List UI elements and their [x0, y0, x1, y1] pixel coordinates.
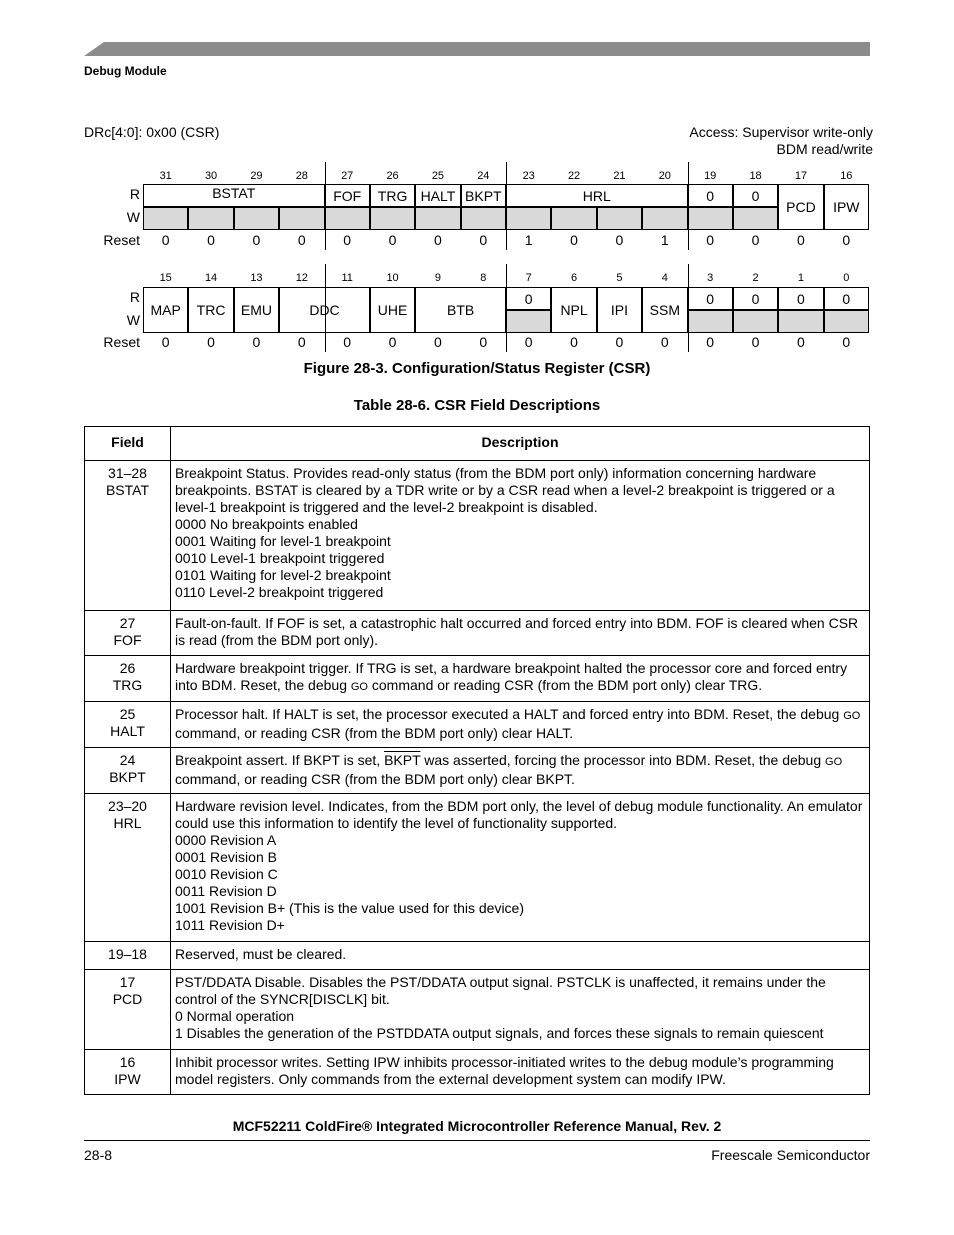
access-line-1: Access: Supervisor write-only: [689, 124, 873, 140]
write-cell: [279, 207, 324, 230]
write-cell: [824, 310, 869, 333]
write-cell: [506, 207, 551, 230]
description-option: 0001 Revision B: [175, 849, 277, 865]
go-command: GO: [350, 681, 368, 693]
reset-value: 0: [706, 334, 715, 350]
bit-number: 19: [704, 170, 717, 182]
write-cell: [506, 310, 551, 333]
reset-value: 0: [660, 334, 669, 350]
field-bkpt: BKPT: [461, 184, 506, 207]
description-cell: [171, 1050, 870, 1095]
field-reserved: 0: [688, 184, 733, 207]
description-option: 0000 Revision A: [175, 832, 277, 848]
reset-value: 0: [570, 232, 578, 248]
row-label-reset: Reset: [103, 334, 140, 350]
bit-number: 3: [707, 272, 714, 284]
field-bits: 23–20: [108, 798, 147, 814]
field-bits: 24: [119, 752, 136, 768]
description-text: PST/DDATA Disable. Disables the PST/DDATA output signal. PSTCLK is unaffected, it remains under the control of the SYNCR[DISCLK] bit.: [175, 974, 826, 1007]
write-cell: [325, 207, 370, 230]
bit-number: 8: [480, 272, 487, 284]
write-cell: [733, 310, 778, 333]
field-bits: 26: [119, 660, 136, 676]
bit-number: 13: [250, 272, 263, 284]
description-text: Hardware revision level. Indicates, from the BDM port only, the level of debug module functionality. An emulator could use this information to identify the level of functionality supported.: [175, 798, 863, 831]
bit-number: 7: [525, 272, 532, 284]
write-cell: [370, 207, 415, 230]
bit-number: 9: [434, 272, 441, 284]
field-bits: 19–18: [108, 946, 147, 962]
field-reserved: 0: [506, 287, 551, 310]
description-text: Breakpoint assert. If BKPT is set,: [175, 752, 385, 768]
description-text: Reserved, must be cleared.: [175, 946, 347, 962]
table-row: [85, 656, 870, 702]
description-text: Inhibit processor writes. Setting IPW inhibits processor-initiated writes to the debug module’s programming model registers. Only commands from the external development system can modify IPW.: [175, 1054, 834, 1087]
bit-number: 4: [661, 272, 668, 284]
table-row: [85, 942, 870, 970]
write-cell: [143, 207, 188, 230]
row-label-r: R: [129, 289, 140, 305]
bit-number: 15: [159, 272, 172, 284]
register-address: DRc[4:0]: 0x00 (CSR): [84, 124, 220, 140]
bit-number: 1: [797, 272, 804, 284]
reset-value: 0: [297, 334, 306, 350]
table-row: [85, 702, 870, 748]
bit-number: 11: [341, 272, 353, 284]
bit-number: 5: [616, 272, 623, 284]
reset-value: 0: [842, 232, 851, 248]
row-label-w: W: [126, 209, 140, 225]
description-text: command, or reading CSR (from the BDM port only) clear HALT.: [175, 725, 574, 741]
reset-value: 0: [252, 334, 261, 350]
section-label: Debug Module: [84, 64, 167, 78]
bit-number: 16: [840, 170, 853, 182]
field-pcd: PCD: [778, 184, 823, 230]
description-text: command or reading CSR (from the BDM port only) clear TRG.: [368, 677, 763, 693]
reset-value: 0: [751, 232, 760, 248]
description-cell: [171, 656, 870, 702]
description-text: command, or reading CSR (from the BDM port only) clear BKPT.: [175, 771, 575, 787]
write-cell: [733, 207, 778, 230]
description-option: 0011 Revision D: [175, 883, 277, 899]
field-cell: [85, 794, 171, 942]
field-name: BKPT: [109, 769, 146, 785]
field-cell: [85, 748, 171, 794]
reset-value: 1: [660, 232, 669, 248]
field-reserved: 0: [778, 287, 823, 310]
go-command: GO: [825, 756, 843, 768]
bit-number: 20: [658, 170, 671, 182]
reset-value: 0: [388, 334, 397, 350]
description-option: 0010 Level-1 breakpoint triggered: [175, 550, 385, 566]
description-cell: [171, 748, 870, 794]
field-ddc: DDC: [279, 287, 370, 333]
field-column-header: Field: [85, 427, 171, 461]
field-cell: [85, 461, 171, 611]
write-cell: [188, 207, 233, 230]
field-cell: [85, 942, 171, 970]
field-name: BSTAT: [105, 482, 150, 498]
bit-number: 21: [613, 170, 626, 182]
description-text: Fault-on-fault. If FOF is set, a catastrophic halt occurred and forced entry into BDM. FOF is cleared when CSR is read (from the BDM port only).: [175, 615, 859, 648]
field-btb: BTB: [415, 287, 506, 333]
field-trc: TRC: [188, 287, 233, 333]
reset-value: 0: [751, 334, 760, 350]
reset-value: 0: [252, 232, 261, 248]
field-halt: HALT: [415, 184, 460, 207]
bit-number: 26: [386, 170, 399, 182]
bit-number: 18: [749, 170, 762, 182]
field-bstat: BSTAT: [143, 184, 325, 207]
reset-value: 0: [434, 334, 442, 350]
page-number: 28-8: [84, 1147, 113, 1163]
table-row: [85, 794, 870, 942]
reset-value: 0: [797, 334, 805, 350]
reset-value: 0: [207, 334, 215, 350]
field-cell: [85, 970, 171, 1050]
reset-value: 0: [343, 334, 352, 350]
field-description-table: [84, 426, 870, 1095]
bit-number: 12: [295, 272, 308, 284]
field-ipw: IPW: [824, 184, 869, 230]
reset-value: 0: [297, 232, 306, 248]
field-ipi: IPI: [597, 287, 642, 333]
field-npl: NPL: [551, 287, 596, 333]
bit-number: 29: [250, 170, 263, 182]
reset-value: 0: [615, 232, 624, 248]
field-bits: 16: [119, 1054, 136, 1070]
write-cell: [234, 207, 279, 230]
description-option: 0110 Level-2 breakpoint triggered: [175, 584, 384, 600]
description-text: Breakpoint Status. Provides read-only status (from the BDM port only) information concerning hardware breakpoints. BSTAT is cleared by a TDR write or by a CSR read when a level-2 breakpoint is triggered or a level-1 breakpoint is triggered and the level-2 breakpoint is disabled.: [175, 465, 835, 515]
field-bits: 31–28: [108, 465, 147, 481]
table-row: [85, 1050, 870, 1095]
row-label-r: R: [129, 186, 140, 202]
description-cell: [171, 611, 870, 656]
bit-number: 6: [571, 272, 578, 284]
description-option: 0001 Waiting for level-1 breakpoint: [175, 533, 391, 549]
write-cell: [688, 310, 733, 333]
write-cell: [778, 310, 823, 333]
access-line-2: BDM read/write: [776, 141, 873, 157]
footer-rule: [84, 1140, 870, 1141]
bit-number: 23: [522, 170, 535, 182]
bit-number: 0: [843, 272, 850, 284]
field-map: MAP: [143, 287, 188, 333]
reset-value: 0: [479, 232, 488, 248]
description-option: 0010 Revision C: [175, 866, 278, 882]
reset-value: 1: [524, 232, 533, 248]
reset-value: 0: [797, 232, 805, 248]
field-emu: EMU: [234, 287, 279, 333]
footer-title: MCF52211 ColdFire® Integrated Microcontroller Reference Manual, Rev. 2: [232, 1118, 722, 1134]
bit-number: 10: [386, 272, 399, 284]
description-option: 1 Disables the generation of the PSTDDATA output signals, and forces these signals to remain quiescent: [175, 1025, 824, 1041]
field-reserved: 0: [733, 287, 778, 310]
description-cell: [171, 970, 870, 1050]
field-bits: 25: [119, 706, 136, 722]
register-access: [689, 124, 873, 157]
description-cell: [171, 942, 870, 970]
reset-value: 0: [570, 334, 578, 350]
field-cell: [85, 702, 171, 748]
field-name: FOF: [113, 632, 142, 648]
reset-value: 0: [161, 334, 170, 350]
go-command: GO: [843, 710, 861, 722]
bit-number: 30: [204, 170, 218, 182]
field-bits: 27: [119, 615, 136, 631]
reset-value: 0: [343, 232, 352, 248]
reset-value: 0: [842, 334, 851, 350]
reset-value: 0: [388, 232, 397, 248]
field-bits: 17: [119, 974, 136, 990]
reset-value: 0: [524, 334, 533, 350]
description-cell: [171, 702, 870, 748]
row-label-w: W: [126, 312, 140, 328]
bit-number: 27: [341, 170, 354, 182]
field-fof: FOF: [325, 184, 370, 207]
field-reserved: 0: [733, 184, 778, 207]
field-cell: [85, 1050, 171, 1095]
write-cell: [597, 207, 642, 230]
write-cell: [461, 207, 506, 230]
field-ssm: SSM: [642, 287, 687, 333]
bkpt-signal: BKPT: [384, 752, 421, 768]
reset-value: 0: [207, 232, 215, 248]
table-caption: Table 28-6. CSR Field Descriptions: [353, 397, 601, 414]
description-option: 0101 Waiting for level-2 breakpoint: [175, 567, 391, 583]
field-hrl: HRL: [506, 184, 688, 207]
description-text: Processor halt. If HALT is set, the processor executed a HALT and forced entry into BDM. Reset, the debug: [175, 706, 844, 722]
bit-number: 2: [752, 272, 759, 284]
field-cell: [85, 611, 171, 656]
field-reserved: 0: [824, 287, 869, 310]
reset-value: 0: [615, 334, 624, 350]
field-reserved: 0: [688, 287, 733, 310]
bit-number: 14: [204, 272, 218, 284]
row-label-reset: Reset: [103, 232, 140, 248]
header-bar: [84, 42, 870, 56]
write-cell: [642, 207, 687, 230]
field-name: IPW: [114, 1071, 141, 1087]
reset-value: 0: [706, 232, 715, 248]
description-option: 0000 No breakpoints enabled: [175, 516, 358, 532]
write-cell: [415, 207, 460, 230]
table-row: [85, 461, 870, 611]
reset-value: 0: [161, 232, 170, 248]
field-cell: [85, 656, 171, 702]
table-row: [85, 611, 870, 656]
reset-value: 0: [434, 232, 442, 248]
description-cell: [171, 461, 870, 611]
table-row: [85, 970, 870, 1050]
bit-number: 25: [431, 170, 445, 182]
description-option: 0 Normal operation: [175, 1008, 295, 1024]
field-name: HRL: [113, 815, 142, 831]
bit-number: 28: [295, 170, 308, 182]
description-option: 1011 Revision D+: [175, 917, 285, 933]
description-option: 1001 Revision B+ (This is the value used for this device): [175, 900, 525, 916]
figure-caption: Figure 28-3. Configuration/Status Register (CSR): [303, 360, 651, 377]
table-row: [85, 748, 870, 794]
description-cell: [171, 794, 870, 942]
write-cell: [551, 207, 596, 230]
bit-number: 24: [477, 170, 490, 182]
bit-number: 31: [159, 170, 172, 182]
description-text: was asserted, forcing the processor into BDM. Reset, the debug: [420, 752, 826, 768]
field-uhe: UHE: [370, 287, 415, 333]
company-name: Freescale Semiconductor: [711, 1147, 870, 1163]
table-header-row: [85, 427, 870, 461]
field-name: PCD: [112, 991, 143, 1007]
field-name: TRG: [112, 677, 143, 693]
field-name: HALT: [110, 723, 145, 739]
field-trg: TRG: [370, 184, 415, 207]
description-column-header: Description: [171, 427, 870, 461]
bit-number: 17: [794, 170, 808, 182]
bit-number: 22: [567, 170, 581, 182]
write-cell: [688, 207, 733, 230]
reset-value: 0: [479, 334, 488, 350]
description-text: Hardware breakpoint trigger. If TRG is set, a hardware breakpoint halted the processor core and forced entry into BDM. Reset, the debug: [175, 660, 848, 693]
